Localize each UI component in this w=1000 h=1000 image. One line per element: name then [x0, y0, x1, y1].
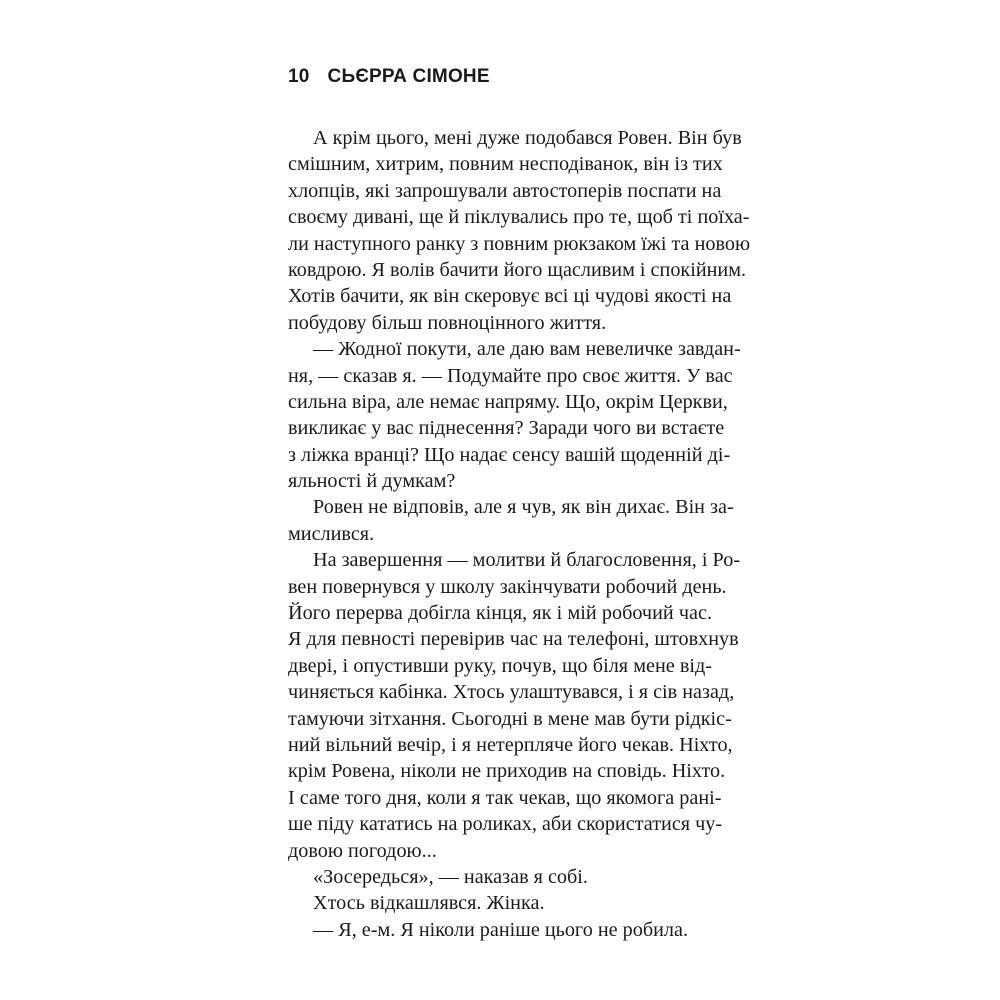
text-line: Його перерва добігла кінця, як і мій робочий час. — [288, 602, 712, 625]
text-line: сильна віра, але немає напряму. Що, окрім Церкви, — [288, 390, 728, 413]
text-line: ковдрою. Я волів бачити його щасливим і спокійним. — [288, 258, 747, 281]
text-line: яльності й думкам? — [288, 470, 456, 493]
text-line: смішним, хитрим, повним несподіванок, він із тих — [288, 153, 723, 176]
running-header — [288, 66, 490, 88]
text-line: хлопців, які запрошували автостоперів поспати на — [288, 179, 722, 202]
text-line: чиняється кабінка. Хтось улаштувався, і я сів назад, — [288, 681, 735, 704]
text-line: вен повернувся у школу закінчувати робочий день. — [288, 575, 727, 598]
text-line: тамуючи зітхання. Сьогодні в мене мав бути рідкіс- — [288, 707, 732, 730]
text-line: Хтось відкашлявся. Жінка. — [313, 892, 545, 915]
text-line: мислився. — [288, 522, 375, 545]
text-line: двері, і опустивши руку, почув, що біля мене від- — [288, 654, 712, 677]
page-number: 10 — [288, 66, 310, 87]
text-line: своєму дивані, ще й піклувались про те, щоб ті поїха- — [288, 206, 750, 229]
text-line: ше піду кататись на роликах, аби скористатися чу- — [288, 813, 723, 836]
text-line: Я для певності перевірив час на телефоні, штовхнув — [288, 628, 739, 651]
text-line: Хотів бачити, як він скеровує всі ці чудові якості на — [288, 285, 732, 308]
body-text — [288, 125, 751, 943]
text-line: з ліжка вранці? Що надає сенсу вашій щоденній ді- — [288, 443, 731, 466]
text-line: крім Ровена, ніколи не приходив на сповідь. Ніхто. — [288, 760, 726, 783]
text-line: ня, — сказав я. — Подумайте про своє життя. У вас — [288, 364, 733, 387]
text-line: Ровен не відповів, але я чув, як він дихає. Він за- — [313, 496, 734, 519]
text-line: І саме того дня, коли я так чекав, що якомога рані- — [288, 786, 722, 809]
text-line: На завершення — молитви й благословення, і Ро- — [313, 549, 741, 572]
author-name: СЬЄРРА СІМОНЕ — [327, 66, 490, 87]
text-line: ли наступного ранку з повним рюкзаком їжі та новою — [288, 232, 751, 255]
text-line: — Жодної покути, але даю вам невеличке завдан- — [313, 338, 741, 361]
text-line: викликає у вас піднесення? Заради чого ви встаєте — [288, 417, 725, 440]
text-line: довою погодою... — [288, 839, 437, 862]
text-line: — Я, е-м. Я ніколи раніше цього не робила. — [313, 918, 688, 941]
text-line: побудову більш повноцінного життя. — [288, 311, 607, 334]
text-line: А крім цього, мені дуже подобався Ровен. Він був — [313, 127, 742, 149]
text-line: «Зосередься», — наказав я собі. — [313, 865, 588, 888]
text-line: ний вільний вечір, і я нетерпляче його чекав. Ніхто, — [288, 733, 733, 756]
